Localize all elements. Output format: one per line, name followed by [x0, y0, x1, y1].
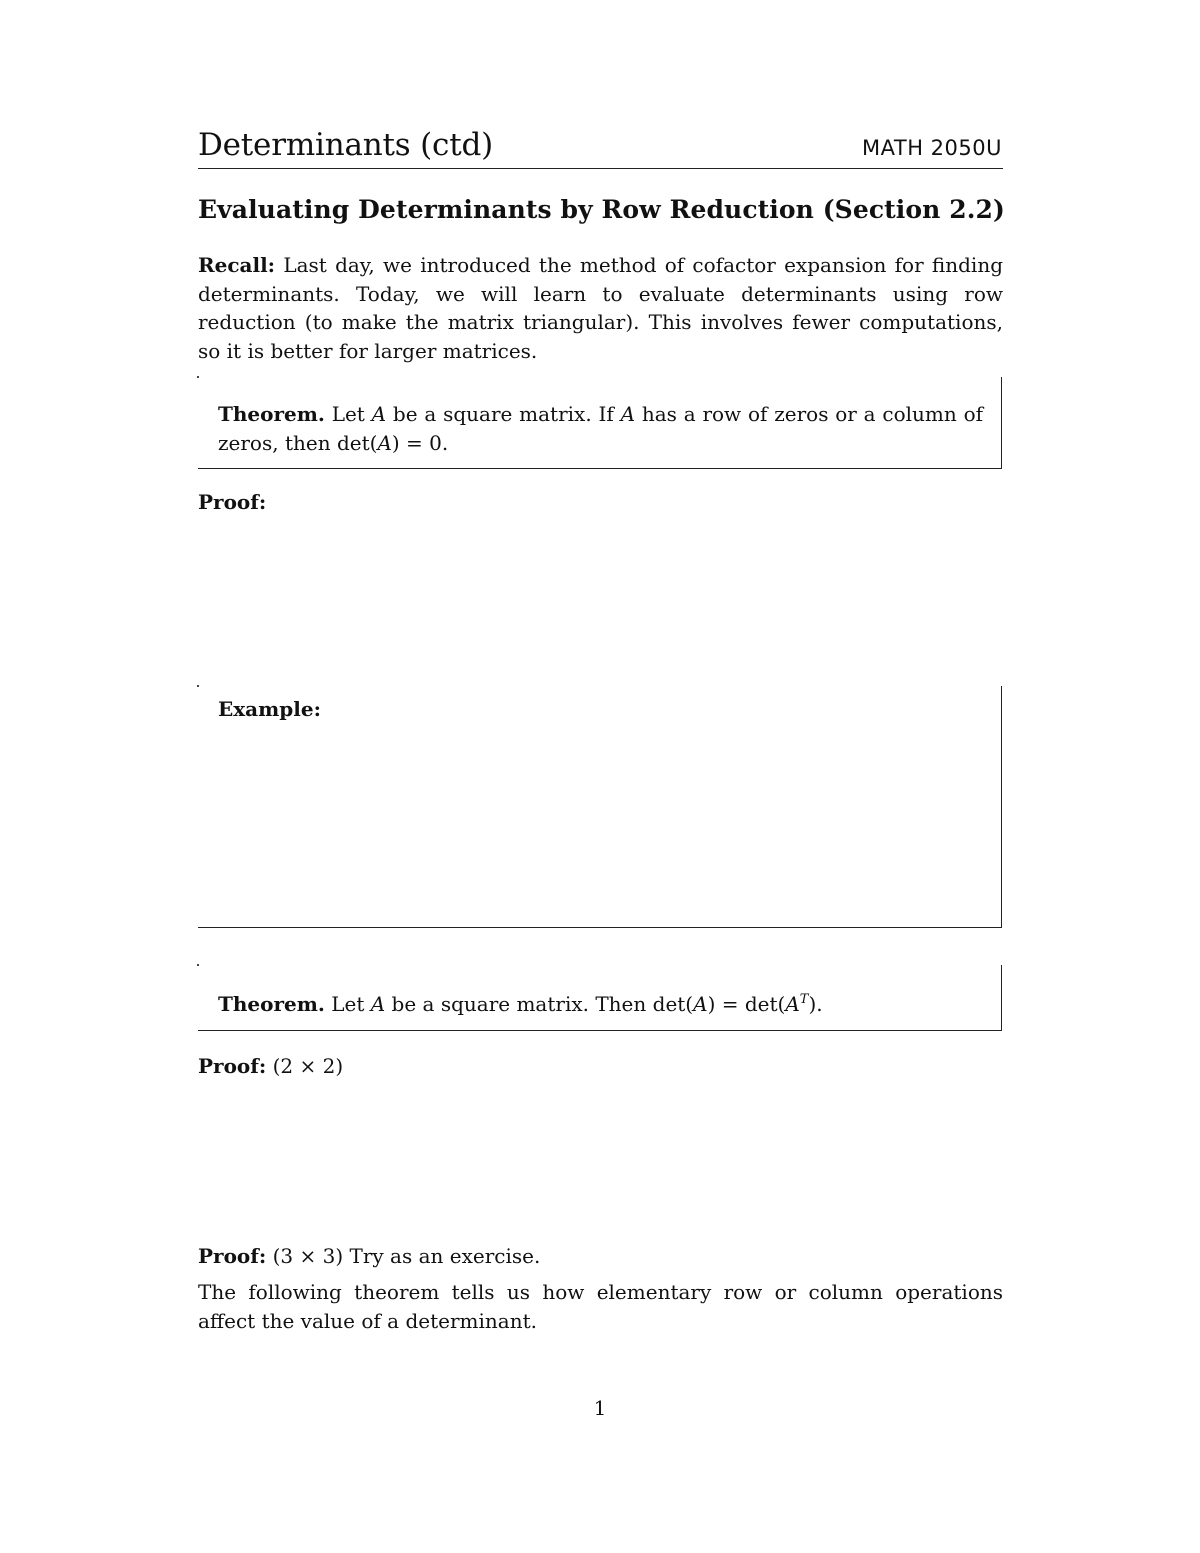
course-code: MATH 2050U	[862, 136, 1002, 160]
math-variable: A	[620, 402, 636, 426]
page-number: 1	[593, 1396, 607, 1420]
proof-3x3	[198, 1244, 540, 1268]
theorem-label: Theorem.	[218, 402, 325, 426]
theorem-label: Theorem.	[218, 992, 325, 1016]
example-box	[198, 686, 1002, 928]
theorem-text: be a square matrix. Then det(	[385, 992, 694, 1016]
page-header-title: Determinants (ctd)	[198, 127, 494, 163]
theorem-text: ) = 0.	[391, 431, 449, 455]
box-corner-mark	[197, 376, 199, 378]
section-title: Evaluating Determinants by Row Reduction (Section 2.2)	[198, 195, 1005, 224]
math-variable: A	[693, 992, 708, 1016]
theorem-text: be a square matrix. If	[386, 402, 621, 426]
header-rule	[198, 168, 1003, 169]
theorem-text: has a row of zeros or a column of zeros, then det(	[218, 402, 984, 455]
closing-paragraph: The following theorem tells us how elementary row or column operations affect the value of a determinant.	[198, 1280, 1003, 1333]
recall-text: Last day, we introduced the method of cofactor expansion for finding determinants. Today, we will learn to evaluate determinants using row reduction (to make the matrix triangular). This involves fewer computations, so it is better for larger matrices.	[198, 253, 1003, 363]
box-corner-mark	[197, 685, 199, 687]
math-variable: A	[785, 992, 800, 1016]
theorem-box-transpose	[198, 965, 1002, 1031]
proof-2x2-text: (2 × 2)	[272, 1054, 344, 1078]
transpose-superscript: T	[799, 992, 809, 1007]
proof-2x2	[198, 1054, 343, 1078]
recall-paragraph	[198, 251, 1003, 365]
theorem-text: Let	[331, 402, 372, 426]
proof-label: Proof:	[198, 1054, 267, 1078]
example-label: Example:	[218, 697, 321, 721]
math-variable: A	[371, 402, 387, 426]
theorem-box-zero-row	[198, 377, 1002, 469]
recall-label: Recall:	[198, 253, 276, 277]
math-variable: A	[370, 992, 386, 1016]
proof-label: Proof:	[198, 490, 267, 514]
proof-label: Proof:	[198, 1244, 267, 1268]
theorem-transpose-statement	[218, 990, 983, 1019]
theorem-zero-row-statement	[218, 400, 983, 458]
theorem-text: Let	[331, 992, 371, 1016]
theorem-text: ).	[808, 992, 823, 1016]
box-corner-mark	[197, 964, 199, 966]
math-variable: A	[377, 431, 392, 455]
theorem-text: ) = det(	[707, 992, 786, 1016]
proof-3x3-text: (3 × 3) Try as an exercise.	[272, 1244, 541, 1268]
